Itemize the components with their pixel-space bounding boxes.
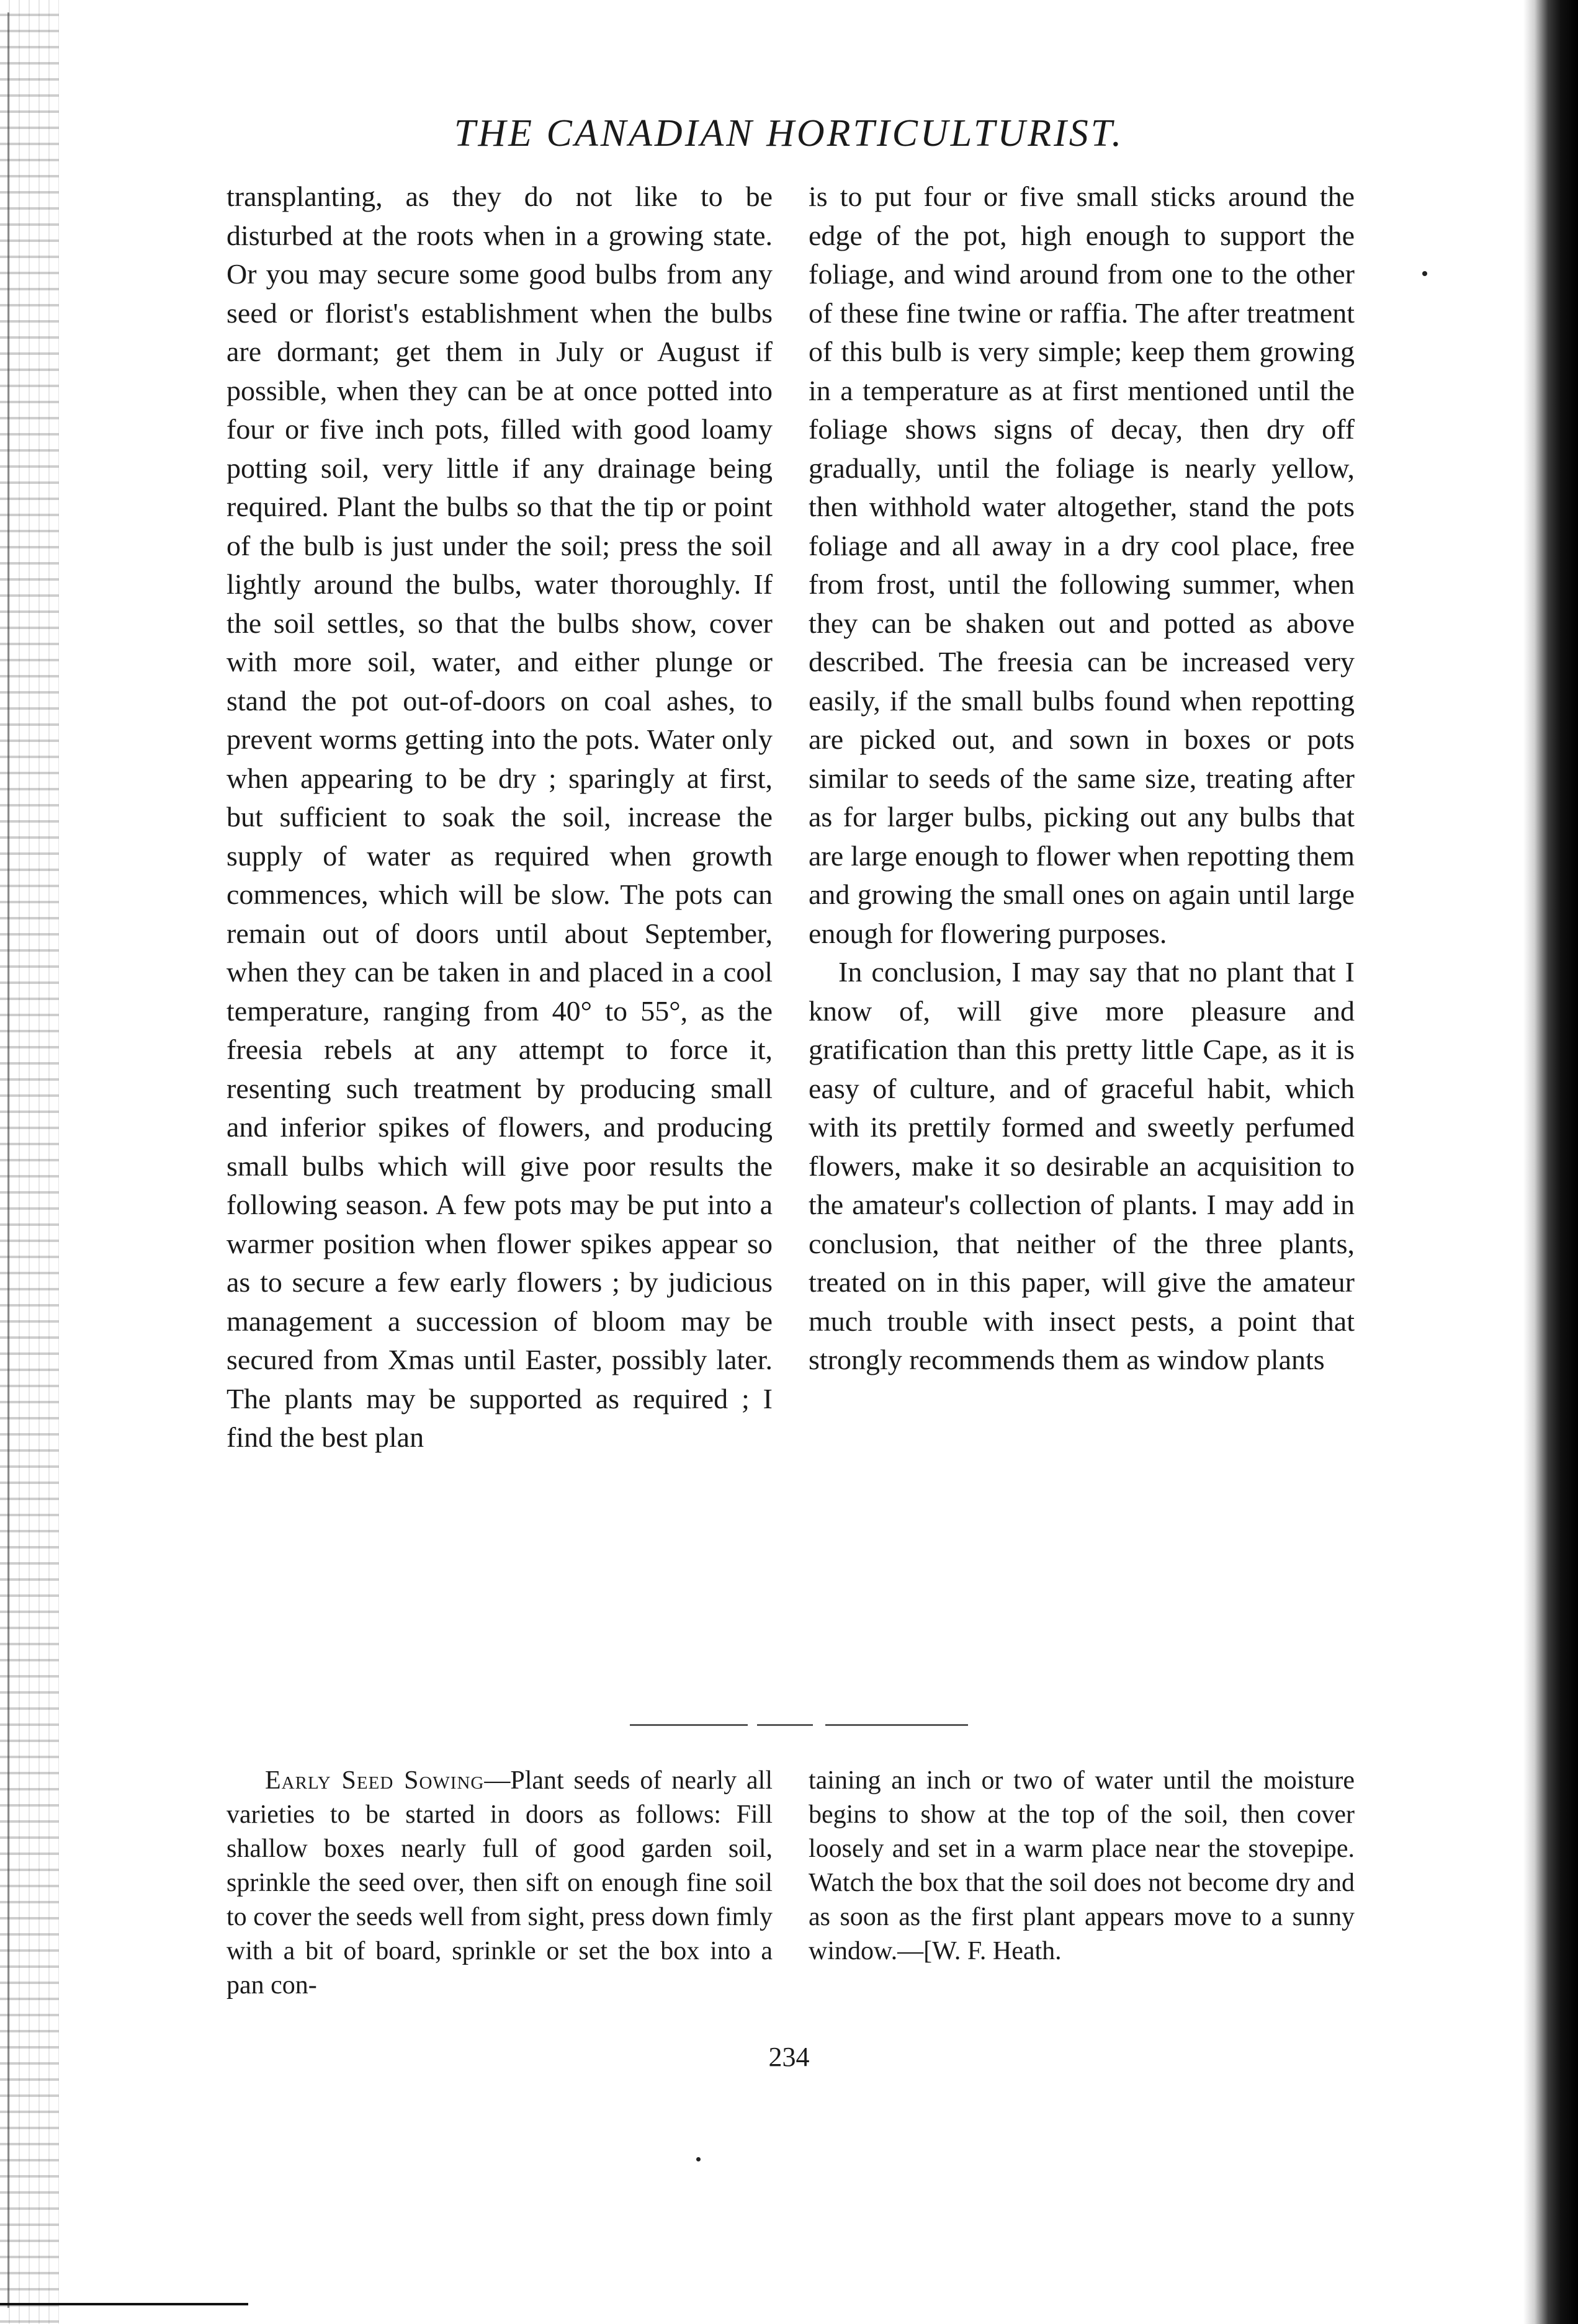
article-paragraph: is to put four or five small sticks around the edge of the pot, high enough to support the foliage, and wind around from one to the other of these fine twine or raffia. The after treatment of this bulb is very simple; keep them growing in a temperature as at first mentioned until the foliage shows signs of decay, then dry off gradually, until the foliage is nearly yellow, then withhold water altogether, stand the pots foliage and all away in a dry cool place, free from frost, until the following summer, when they can be shaken out and potted as above described. The freesia can be increased very easily, if the small bulbs found when repotting are picked out, and sown in boxes or pots similar to seeds of the same size, treating after as for larger bulbs, picking out any bulbs that are large enough to flower when repotting them and growing the small ones on again until large enough for flowering purposes. <box>809 181 1355 949</box>
running-header: THE CANADIAN HORTICULTURIST. <box>454 112 1124 154</box>
stray-mark <box>696 2157 701 2161</box>
section-divider <box>630 1724 748 1726</box>
article-right-column <box>809 177 1355 1380</box>
stray-mark <box>1422 271 1427 276</box>
page-number: 234 <box>768 2042 810 2072</box>
note-right-column <box>809 1764 1355 1969</box>
note-heading: Early Seed Sowing <box>265 1766 485 1795</box>
scan-bottom-rule <box>0 2303 248 2305</box>
section-divider <box>757 1724 813 1726</box>
article-left-column <box>226 177 773 1457</box>
note-left-column <box>226 1764 773 2003</box>
scan-left-rule <box>7 12 9 2308</box>
article-paragraph: transplanting, as they do not like to be disturbed at the roots when in a growing state. Or you may secure some good bulbs from any seed or florist's establishment when the bulbs are dormant; get them in July or August if possible, when they can be at once potted into four or five inch pots, filled with good loamy potting soil, very little if any drainage being required. Plant the bulbs so that the tip or point of the bulb is just under the soil; press the soil lightly around the bulbs, water thoroughly. If the soil settles, so that the bulbs show, cover with more soil, water, and either plunge or stand the pot out-of-doors on coal ashes, to prevent worms getting into the pots. Water only when appearing to be dry ; sparingly at first, but sufficient to soak the soil, increase the supply of water as required when growth commences, which will be slow. The pots can remain out of doors until about September, when they can be taken in and placed in a cool temperature, ranging from 40° to 55°, as the freesia rebels at any attempt to force it, resenting such treatment by producing small and inferior spikes of flowers, and producing small bulbs which will give poor results the following season. A few pots may be put into a warmer position when flower spikes appear so as to secure a few early flowers ; by judicious management a succession of bloom may be secured from Xmas until Easter, possibly later. The plants may be supported as required ; I find the best plan <box>226 181 773 1453</box>
section-divider <box>825 1724 968 1726</box>
scan-right-edge <box>1523 0 1578 2324</box>
note-paragraph: taining an inch or two of water until the moisture begins to show at the top of the soil, then cover loosely and set in a warm place near the stovepipe. Watch the box that the soil does not become dry and as soon as the first plant appears move to a sunny window.—[W. F. Heath. <box>809 1766 1355 1965</box>
note-text: —Plant seeds of nearly all varieties to be started in doors as follows: Fill shallow boxes nearly full of good garden soil, sprinkle the seed over, then sift on enough fine soil to cover the seeds well from sight, press down fimly with a bit of board, sprinkle or set the box into a pan con- <box>226 1766 773 2000</box>
article-paragraph-conclusion: In conclusion, I may say that no plant that I know of, will give more pleasure and gratification than this pretty little Cape, as it is easy of culture, and of graceful habit, which with its prettily formed and sweetly perfumed flowers, make it so desirable an acquisition to the amateur's collection of plants. I may add in conclusion, that neither of the three plants, treated on in this paper, will give the amateur much trouble with insect pests, a point that strongly recommends them as window plants <box>809 956 1355 1375</box>
note-paragraph <box>226 1764 773 2003</box>
